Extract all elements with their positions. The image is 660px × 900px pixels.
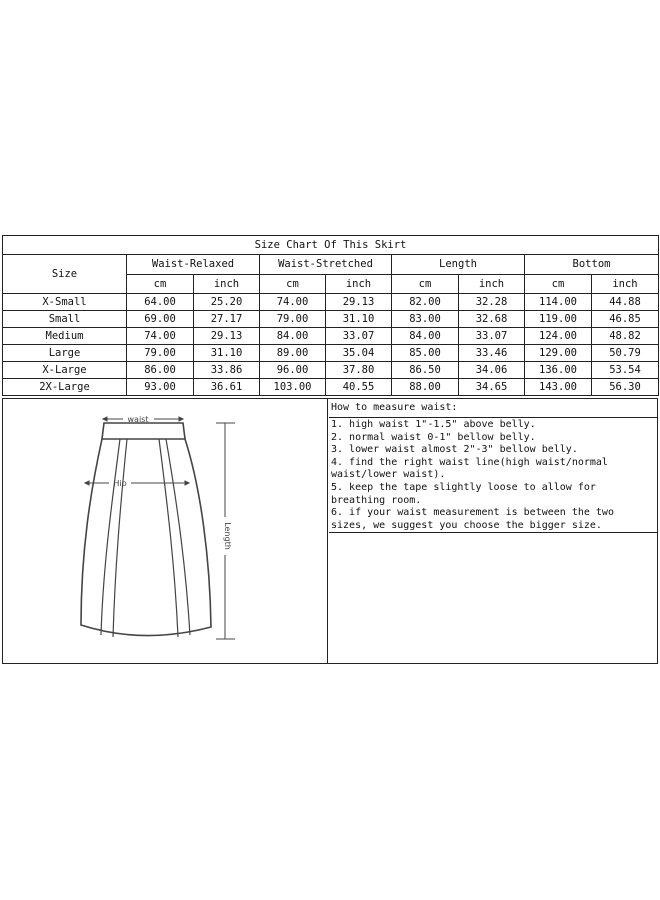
table-cell: 46.85 [592,311,659,328]
table-cell: 129.00 [525,345,592,362]
unit-header: cm [392,275,459,294]
list-item: 5. keep the tape slightly loose to allow for breathing room. [331,481,596,506]
table-cell: 31.10 [194,345,260,362]
table-cell: 119.00 [525,311,592,328]
arrow-left-icon [103,417,107,421]
measure-guide [2,398,658,664]
table-cell: 74.00 [260,294,326,311]
table-cell: 84.00 [392,328,459,345]
unit-header: inch [592,275,659,294]
unit-header: cm [525,275,592,294]
table-row [3,379,659,396]
table-row [3,294,659,311]
table-cell: 25.20 [194,294,260,311]
table-cell: 29.13 [326,294,392,311]
list-item: 4. find the right waist line(high waist/normal waist/lower waist). [331,456,608,481]
group-header-waist-relaxed: Waist-Relaxed [127,255,260,275]
table-cell: 96.00 [260,362,326,379]
group-header-bottom: Bottom [525,255,659,275]
size-cell: Large [3,345,127,362]
waist-label: waist [127,415,149,424]
table-cell: 79.00 [127,345,194,362]
table-cell: 36.61 [194,379,260,396]
table-cell: 85.00 [392,345,459,362]
size-cell: Medium [3,328,127,345]
table-cell: 74.00 [127,328,194,345]
table-cell: 32.68 [459,311,525,328]
skirt-diagram [3,399,327,663]
arrow-left-icon [85,481,89,485]
unit-header: inch [459,275,525,294]
table-cell: 44.88 [592,294,659,311]
table-cell: 34.65 [459,379,525,396]
size-cell: Small [3,311,127,328]
table-title: Size Chart Of This Skirt [3,236,659,255]
unit-header: inch [194,275,260,294]
table-cell: 29.13 [194,328,260,345]
panel-seam [101,439,120,635]
panel-seam [113,439,127,637]
table-cell: 40.55 [326,379,392,396]
skirt-outline [81,439,211,636]
table-cell: 69.00 [127,311,194,328]
table-cell: 64.00 [127,294,194,311]
size-cell: X-Large [3,362,127,379]
size-header: Size [3,255,127,294]
table-cell: 34.06 [459,362,525,379]
table-cell: 79.00 [260,311,326,328]
guide-divider [327,399,328,663]
table-cell: 82.00 [392,294,459,311]
table-cell: 89.00 [260,345,326,362]
length-label: Length [223,522,232,550]
table-cell: 103.00 [260,379,326,396]
table-cell: 136.00 [525,362,592,379]
size-cell: X-Small [3,294,127,311]
table-cell: 48.82 [592,328,659,345]
arrow-right-icon [185,481,189,485]
instructions-title: How to measure waist: [329,399,657,418]
table-cell: 56.30 [592,379,659,396]
table-row [3,345,659,362]
table-cell: 37.80 [326,362,392,379]
list-item: 2. normal waist 0-1" bellow belly. [331,431,536,443]
table-cell: 32.28 [459,294,525,311]
unit-header: cm [127,275,194,294]
table-cell: 33.07 [326,328,392,345]
table-cell: 33.07 [459,328,525,345]
table-cell: 33.46 [459,345,525,362]
list-item: 3. lower waist almost 2"-3" bellow belly. [331,444,578,456]
table-cell: 124.00 [525,328,592,345]
list-item: 1. high waist 1"-1.5" above belly. [331,419,536,430]
table-cell: 114.00 [525,294,592,311]
table-cell: 93.00 [127,379,194,396]
unit-header: cm [260,275,326,294]
table-cell: 53.54 [592,362,659,379]
table-cell: 86.50 [392,362,459,379]
group-header-length: Length [392,255,525,275]
size-chart-table [2,235,659,396]
table-cell: 35.04 [326,345,392,362]
table-cell: 88.00 [392,379,459,396]
table-cell: 33.86 [194,362,260,379]
size-cell: 2X-Large [3,379,127,396]
panel-seam [166,439,190,635]
measure-instructions [329,399,657,663]
arrow-right-icon [179,417,183,421]
table-cell: 27.17 [194,311,260,328]
skirt-illustration [3,399,327,663]
instructions-list [329,418,657,533]
group-header-waist-stretched: Waist-Stretched [260,255,392,275]
table-row [3,328,659,345]
table-cell: 31.10 [326,311,392,328]
waistband-outline [102,423,185,439]
table-cell: 86.00 [127,362,194,379]
list-item: 6. if your waist measurement is between the two sizes, we suggest you choose the bigger size. [331,507,614,531]
panel-seam [159,439,178,637]
table-cell: 83.00 [392,311,459,328]
table-row [3,311,659,328]
table-cell: 84.00 [260,328,326,345]
unit-header: inch [326,275,392,294]
hip-label: Hip [113,479,127,488]
table-cell: 50.79 [592,345,659,362]
table-cell: 143.00 [525,379,592,396]
table-row [3,362,659,379]
